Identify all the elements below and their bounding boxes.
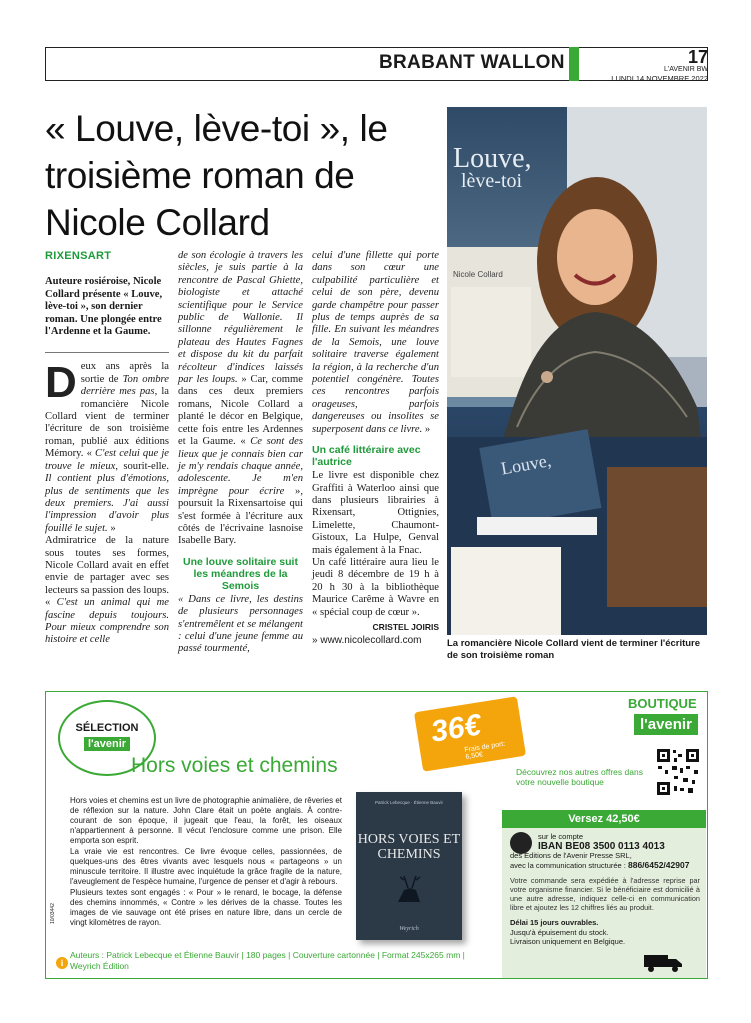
paragraph: Un café littéraire aura lieu le jeudi 8 décembre de 19 h à 20 h 30 à la bibliothèque Maurice Carême à Wavre en « spécial coup de cœur ». — [312, 556, 439, 618]
text-run: » Car, comme dans ces deux premiers romans, Nicole Collard a planté le décor en Belgique, cette fois entre les Ardennes et la Gaume. « — [178, 374, 303, 448]
text-run: Admiratrice de la nature sous toutes ses formes, Nicole Collard avait en effet envie de partager avec ses lecteurs sa passion des loups. « — [45, 535, 169, 609]
paragraph — [178, 250, 303, 548]
book-cover-authors: Patrick Lebecque · Étienne Bauvir — [374, 800, 444, 805]
article-location: RIXENSART — [45, 250, 112, 262]
payment-iban: IBAN BE08 3500 0113 4013 — [538, 840, 665, 852]
payment-comm-value: 886/6452/42907 — [627, 859, 690, 870]
ad-book-title: Hors voies et chemins — [131, 754, 338, 777]
paragraph: Hors voies et chemins est un livre de photographie animalière, de rêveries et de réflexion sur la nature. John Clare était un poète anglais. À contre-courant de son époque, il jugeait que l'eau, la forêt, les oiseaux n'appartiennent à personne. Il vécut l'enclosure comme une prison. Elle emporta son esprit. — [70, 796, 342, 845]
payment-amount: Versez 42,50€ — [502, 810, 706, 828]
article-column-1 — [45, 250, 169, 647]
page-header — [45, 47, 708, 81]
arrow-icon: » — [312, 635, 318, 647]
section-title: BRABANT WALLON — [379, 52, 565, 73]
paragraph — [312, 250, 439, 436]
quote: « Dans ce livre, les destins de plusieurs personnages s'entremêlent et se mélangent : celui d'une jeune femme au passé tourmenté, — [178, 593, 303, 655]
quote: de son écologie à travers les siècles, je suis partie à la rencontre de Pascal Ghiette, biologiste et attaché scientifique pour le Service public de Wallonie. Il sillonne régulièrement le plateau des Hautes Fagnes et dispose du kit du parfait récolteur d'indices laissés par les loups. — [178, 250, 303, 386]
poster-title-2: lève-toi — [461, 170, 523, 192]
text-run: », poursuit la Rixensartoise qui s'est formée à l'écriture aux côtés de l'écrivaine lasnoise Isabelle Bary. — [178, 485, 303, 547]
boutique-label: BOUTIQUE — [628, 696, 697, 711]
payment-company: des Éditions de l'Avenir Presse SRL, — [510, 851, 632, 860]
avenir-logo: l'avenir — [84, 737, 130, 751]
website-link[interactable] — [312, 635, 439, 647]
paragraph: Le livre est disponible chez Graffiti à Waterloo ainsi que dans plusieurs librairies à Rixensart, Ottignies, Limelette, Chaumont-Gistoux, La Hulpe, Genval mais également à la Fnac. — [312, 470, 439, 556]
qr-code-icon[interactable] — [656, 748, 700, 796]
text-run: , sourit-elle. — [115, 460, 169, 472]
book-cover-title: HORS VOIES ET CHEMINS — [357, 832, 461, 862]
article-column-3 — [312, 250, 439, 648]
ad-reference-code: 10/03442 — [50, 903, 56, 924]
quote: C'est celui que je trouve le mieux — [45, 448, 169, 472]
article-headline: « Louve, lève-toi », le troisième roman de Nicole Collard — [45, 108, 388, 243]
section-color-bar — [569, 47, 579, 81]
payment-communication — [510, 861, 700, 871]
website-url: www.nicolecollard.com — [320, 635, 422, 647]
price-tag — [414, 696, 526, 772]
poster-author: Nicole Collard — [453, 270, 503, 279]
page-meta — [586, 48, 708, 83]
payment-note: Votre commande sera expédiée à l'adresse reprise par votre organisme financier. Si le bénéficiaire est domicilié à une autre adresse, indiquez celle-ci en communication libre et ajoutez les 12 chiffres liés au produit. — [510, 876, 700, 912]
payment-box — [502, 810, 706, 978]
book-publisher-line: Weyrich Édition — [70, 960, 129, 971]
quote: Ce sont des lieux que je connais bien car je m'y rendais chaque année, adolescente. Je m'en imprègne pour écrire — [178, 436, 303, 497]
author-signature: CRISTEL JOIRIS — [372, 621, 439, 632]
boutique-ad — [45, 691, 708, 979]
article-lead: Auteure rosiéroise, Nicole Collard présente « Louve, lève-toi », son dernier roman. Une plongée entre l'Ardenne et la Gaume. — [45, 276, 163, 338]
delivery-info — [510, 918, 700, 947]
payment-details — [510, 832, 700, 947]
avenir-logo-large: l'avenir — [634, 714, 698, 735]
paragraph — [178, 594, 303, 656]
divider — [45, 352, 169, 353]
book-on-table-title: Louve, — [499, 450, 553, 479]
deer-icon — [390, 872, 430, 912]
subheading: Une louve solitaire suit les méandres de la Semois — [183, 555, 298, 592]
book-title-ref: Ton ombre derrière mes pas — [80, 373, 169, 398]
book-cover — [356, 792, 462, 940]
article-column-2 — [178, 250, 303, 656]
payment-account-label: sur le compte — [538, 832, 584, 841]
delivery-delay: Délai 15 jours ouvrables. — [510, 918, 599, 927]
book-details — [70, 950, 500, 971]
text-run: » — [422, 423, 431, 435]
ad-description — [70, 796, 342, 929]
dropcap: D — [45, 358, 77, 408]
payment-comm-label: avec la communication structurée : — [510, 860, 626, 870]
book-cover-publisher: Weyrich — [399, 926, 419, 932]
paragraph — [45, 535, 169, 647]
paragraph: Plusieurs textes sont engagés : « Pour » le renard, le bocage, la défense des chemins innommés, « Contre » les dérives de la chasse. Toutes les images de vie sauvage ont été prises en nature libre, dans un cercle de vingt kilomètres de rayon. — [70, 888, 342, 927]
shipping-fee: Frais de port: 6,50€ — [463, 740, 506, 761]
page-number: 17 — [687, 47, 708, 67]
delivery-zone: Livraison uniquement en Belgique. — [510, 937, 626, 946]
quote: celui d'une fillette qui porte dans son cœur une culpabilité particulière et celui de son père, devenu garde champêtre pour passer plus de temps auprès de sa fille. En suivant les méandres de la Semois, une louve solitaire traverse également la région, à la recherche d'un potentiel congénère. Toutes ces rencontres parfois orageuses, parfois dangereuses ou insolites se superposent dans ce livre. — [312, 250, 439, 435]
price-value: 36€ — [428, 708, 484, 749]
quote: C'est un animal qui me fascine depuis toujours. Pour mieux comprendre son histoire et celle — [45, 597, 169, 646]
truck-icon — [644, 952, 684, 972]
text-run: » — [107, 522, 116, 534]
issue-date: LUNDI 14 NOVEMBRE 2022 — [611, 74, 708, 83]
author-photo — [447, 107, 707, 635]
quote: Il contient plus d'émotions, plus de sentiments que les deux premiers. J'ai aussi l'impression d'avoir plus fouillé le sujet. — [45, 473, 169, 534]
paragraph: La vraie vie est rencontres. Ce livre évoque celles, passionnées, de quelques-uns des êtres vivants avec lesquels nous « partageons » un minuscule territoire. Il illustre avec inquiétude la grâce fragile de la nature, l'aveuglement de l'espèce humaine, l'urgence de penser et d'agir à rebours. — [70, 847, 342, 886]
paragraph — [45, 358, 169, 535]
photo-caption: La romancière Nicole Collard vient de terminer l'écriture de son troisième roman — [447, 638, 701, 661]
text-run: , la romancière Nicole Collard vient de terminer l'écriture de son troisième roman, publié aux éditions Mémory. « — [45, 386, 169, 460]
discover-text: Découvrez nos autres offres dans votre nouvelle boutique — [516, 767, 643, 787]
stock-note: Jusqu'à épuisement du stock. — [510, 927, 609, 937]
selection-label: SÉLECTION — [75, 722, 139, 734]
book-details-line: Auteurs : Patrick Lebecque et Étienne Bauvir | 180 pages | Couverture cartonnée | Format 245x265 mm | — [70, 950, 465, 960]
poster-title-1: Louve, — [453, 143, 532, 174]
text-run: eux ans après la sortie de — [80, 361, 169, 385]
info-icon: i — [56, 957, 68, 969]
publication-name: L'AVENIR BW — [664, 66, 708, 73]
subheading: Un café littéraire avec l'autrice — [312, 444, 421, 469]
